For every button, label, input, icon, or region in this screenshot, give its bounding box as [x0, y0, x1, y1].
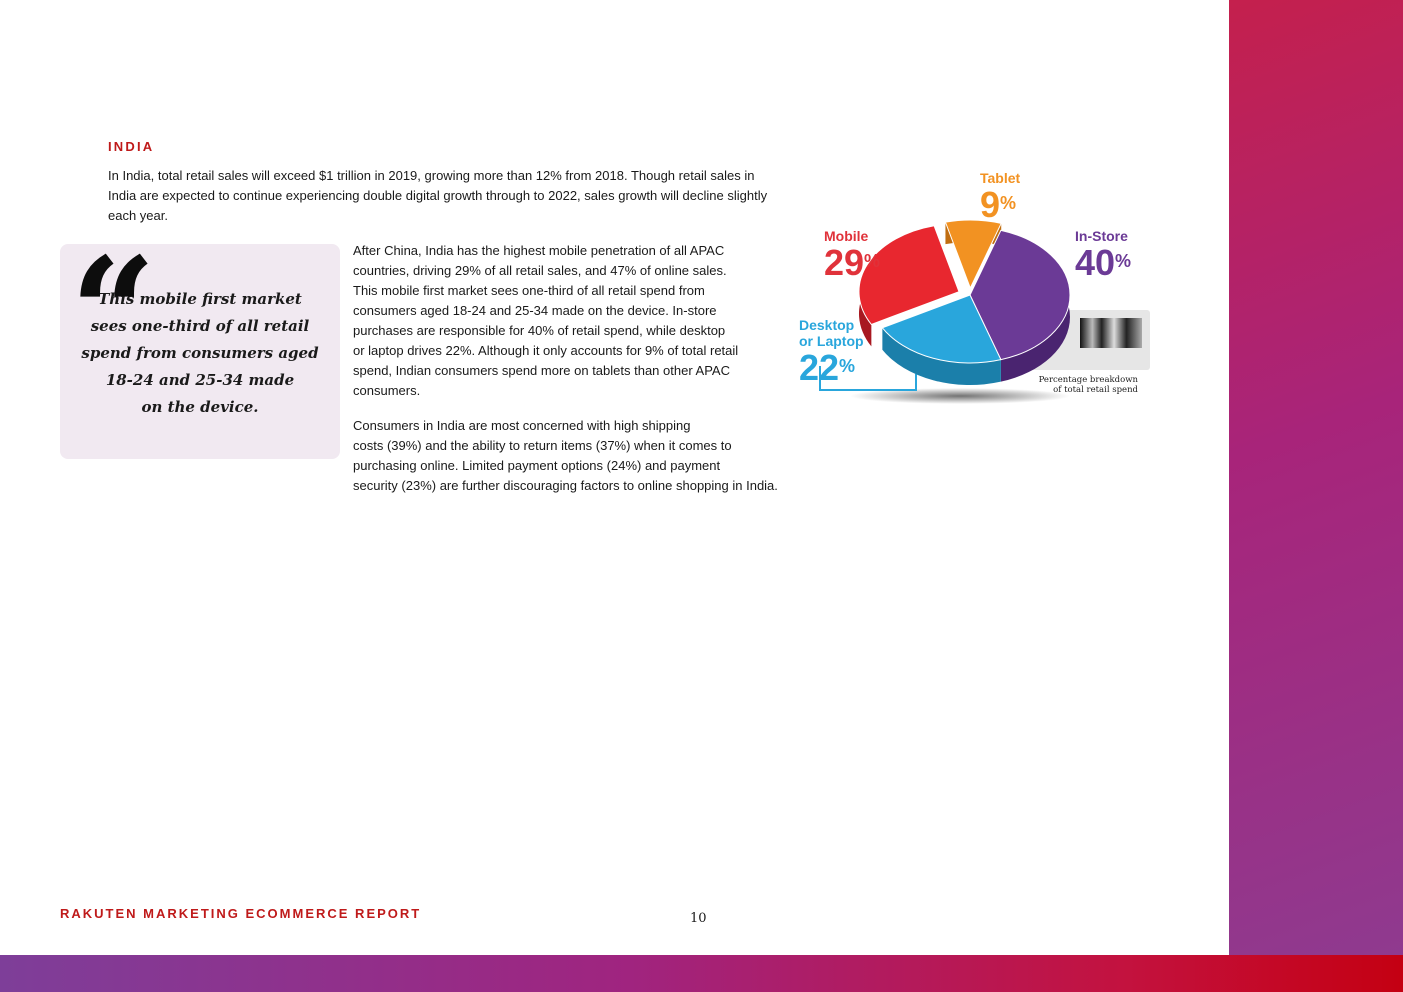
footer-report-title: RAKUTEN MARKETING ECOMMERCE REPORT — [60, 906, 422, 921]
decor-stripes — [1080, 318, 1142, 348]
pull-quote-box — [60, 225, 340, 459]
label-tablet: Tablet 9% — [980, 170, 1021, 225]
page-number: 10 — [690, 911, 707, 926]
label-desktop: Desktop or Laptop 22% — [799, 317, 864, 388]
section-title: INDIA — [108, 139, 155, 154]
body-paragraph-1: After China, India has the highest mobile penetration of all APAC countries, driving 29% of all retail sales, and 47% of online sales. This mobile first market sees one-third of all retail spend from consumers aged 18-24 and 25-34 made on the device. In-store purchases are responsible for 40% of retail spend, while desktop or laptop drives 22%. Although it only accounts for 9% of total retail spend, Indian consumers spend more on tablets than other APAC consumers. — [353, 243, 739, 398]
pie-slices — [859, 220, 1070, 385]
body-paragraph-2: Consumers in India are most concerned with high shipping costs (39%) and the ability to return items (37%) when it comes to purchasing online. Limited payment options (24%) and payment security (23%) are further discouraging factors to online shopping in India. — [353, 418, 778, 493]
retail-spend-pie-chart — [790, 160, 1170, 420]
label-instore: In-Store 40% — [1075, 228, 1132, 283]
label-mobile: Mobile 29% — [824, 228, 881, 283]
chart-caption: Percentage breakdown of total retail spend — [1038, 375, 1138, 395]
pull-quote-text: This mobile first market sees one-third of all retail spend from consumers aged 18-24 and 25-34 made on the device. — [81, 290, 319, 416]
intro-paragraph: In India, total retail sales will exceed $1 trillion in 2019, growing more than 12% from 2018. Though retail sales in India are expected to continue experiencing double digital growth through to 2022, sales growth will decline slightly each year. — [108, 168, 768, 223]
side-decor-band — [1229, 0, 1403, 955]
bottom-decor-band — [0, 955, 1403, 992]
quote-mark-icon: “ — [70, 225, 149, 401]
